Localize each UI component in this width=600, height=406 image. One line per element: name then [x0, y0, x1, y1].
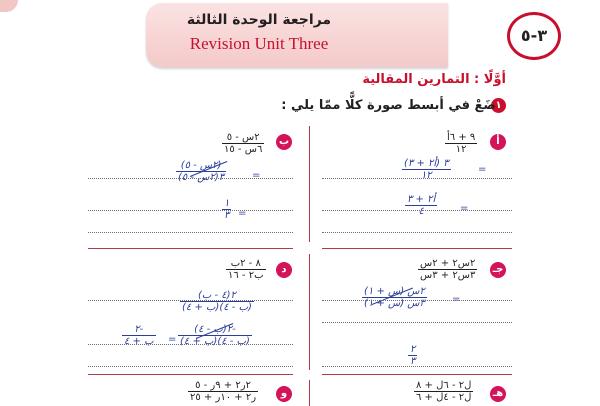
problem-b-numerator: ٢س - ٥: [222, 132, 264, 144]
equals-sign: =: [478, 164, 487, 175]
problem-f-denominator: ر٢ + ١٠ر + ٢٥: [190, 392, 257, 403]
problem-d-step-1-denominator: (ب - ٤)(ب + ٤): [182, 302, 252, 313]
problem-a-denominator: ١٢: [455, 144, 467, 155]
problem-b-result-numerator: ١: [224, 198, 230, 209]
answer-line: [88, 366, 293, 367]
problem-a-numerator: ٩ + ٦أ: [447, 132, 476, 143]
row-divider-right-1: [322, 248, 512, 249]
problem-d-fraction: [226, 258, 266, 281]
problem-b-fraction: [222, 132, 264, 155]
equals-sign: =: [238, 208, 247, 219]
answer-line: [322, 300, 512, 301]
problem-e-label: هـ: [490, 386, 506, 402]
problem-c-step-1-numerator: ٢س (س + ١): [364, 286, 425, 297]
answer-line: [88, 232, 293, 233]
problem-e-denominator: ل٢ - ٤ل + ٦: [416, 392, 472, 403]
problem-d-result-numerator: -٢: [122, 324, 156, 336]
question-instruction: ضَعْ في أبسط صورة كلًّا ممّا يلي :: [281, 98, 496, 113]
row-divider-right-2: [322, 374, 512, 375]
problem-b-step-1-denominator: ٣(٢س - ٥): [178, 172, 225, 183]
corner-decoration: [0, 0, 18, 12]
problem-a-step-2-denominator: ٤: [418, 206, 424, 217]
problem-b-step-1-numerator: (٢س - ٥): [176, 160, 226, 172]
problem-d-label: د: [276, 262, 292, 278]
problem-b-denominator: ٦س - ١٥: [224, 144, 263, 155]
problem-f-fraction: [188, 380, 258, 403]
problem-a-fraction: [445, 132, 477, 155]
problem-f-numerator: ٢ر٢ + ٩ر - ٥: [188, 380, 258, 392]
problem-a-step-2-numerator: أ٢ + ٣: [407, 194, 436, 205]
problem-d-denominator: ب٢ - ١٦: [228, 270, 264, 281]
answer-line: [88, 210, 293, 211]
answer-line: [322, 210, 512, 211]
problem-c-label: جـ: [490, 262, 506, 278]
problem-e-numerator: ل٢ - ٦ل + ٨: [416, 380, 472, 391]
problem-d-step-2-numerator: -٢(ب - ٤): [178, 324, 252, 336]
answer-line: [322, 366, 512, 367]
equals-sign: =: [252, 170, 261, 181]
problem-c-numerator: ٢س٢ + ٢س: [420, 258, 476, 269]
problem-f-label: و: [276, 386, 292, 402]
column-divider-middle: [309, 254, 310, 370]
answer-line: [88, 178, 293, 179]
problem-d-step-2-denominator: (ب - ٤)(ب + ٤): [180, 336, 250, 347]
equals-sign: =: [168, 334, 177, 345]
question-number: ١: [491, 98, 506, 113]
equals-sign: =: [452, 294, 461, 305]
problem-e-fraction: [414, 380, 473, 403]
problem-d-numerator: ٨ - ٢ب: [226, 258, 266, 270]
row-divider-left-1: [88, 248, 293, 249]
answer-line: [88, 300, 293, 301]
equals-sign: =: [460, 203, 469, 214]
section-title: أوَّلًا : التمارين المقالية: [362, 72, 506, 87]
problem-b-result-denominator: ٣: [224, 210, 230, 221]
answer-line: [88, 344, 293, 345]
column-divider-top: [309, 126, 310, 242]
problem-c-step-1-denominator: ٣س (س + ١): [364, 298, 425, 309]
problem-a-step-1-numerator: ٣ (أ٢ + ٣): [404, 158, 449, 169]
unit-title-english: Revision Unit Three: [189, 34, 329, 53]
column-divider-bottom: [309, 380, 310, 406]
problem-d-step-1-numerator: ٢(٤ - ب): [180, 290, 254, 302]
problem-c-result: [408, 344, 417, 367]
problem-c-result-denominator: ٣: [410, 356, 416, 367]
problem-c-denominator: ٣س٢ + ٣س: [420, 270, 476, 281]
problem-a-step-1-denominator: ١٢: [420, 170, 432, 181]
problem-a-step-2: [405, 194, 437, 217]
answer-line: [322, 232, 512, 233]
row-divider-left-2: [88, 374, 293, 375]
problem-b-label: ب: [276, 134, 292, 150]
problem-d-result-denominator: ب + ٤: [124, 336, 154, 347]
problem-c-result-numerator: ٢: [410, 344, 416, 355]
answer-line: [322, 322, 512, 323]
unit-title-arabic: مراجعة الوحدة الثالثة: [186, 12, 332, 28]
unit-banner: [146, 3, 548, 67]
problem-a-label: أ: [490, 134, 506, 150]
problem-d-step-1: [180, 290, 254, 313]
answer-line: [322, 178, 512, 179]
unit-badge: ٣-٥: [507, 12, 561, 60]
problem-c-step-1: [362, 286, 427, 309]
problem-c-fraction: [418, 258, 477, 281]
